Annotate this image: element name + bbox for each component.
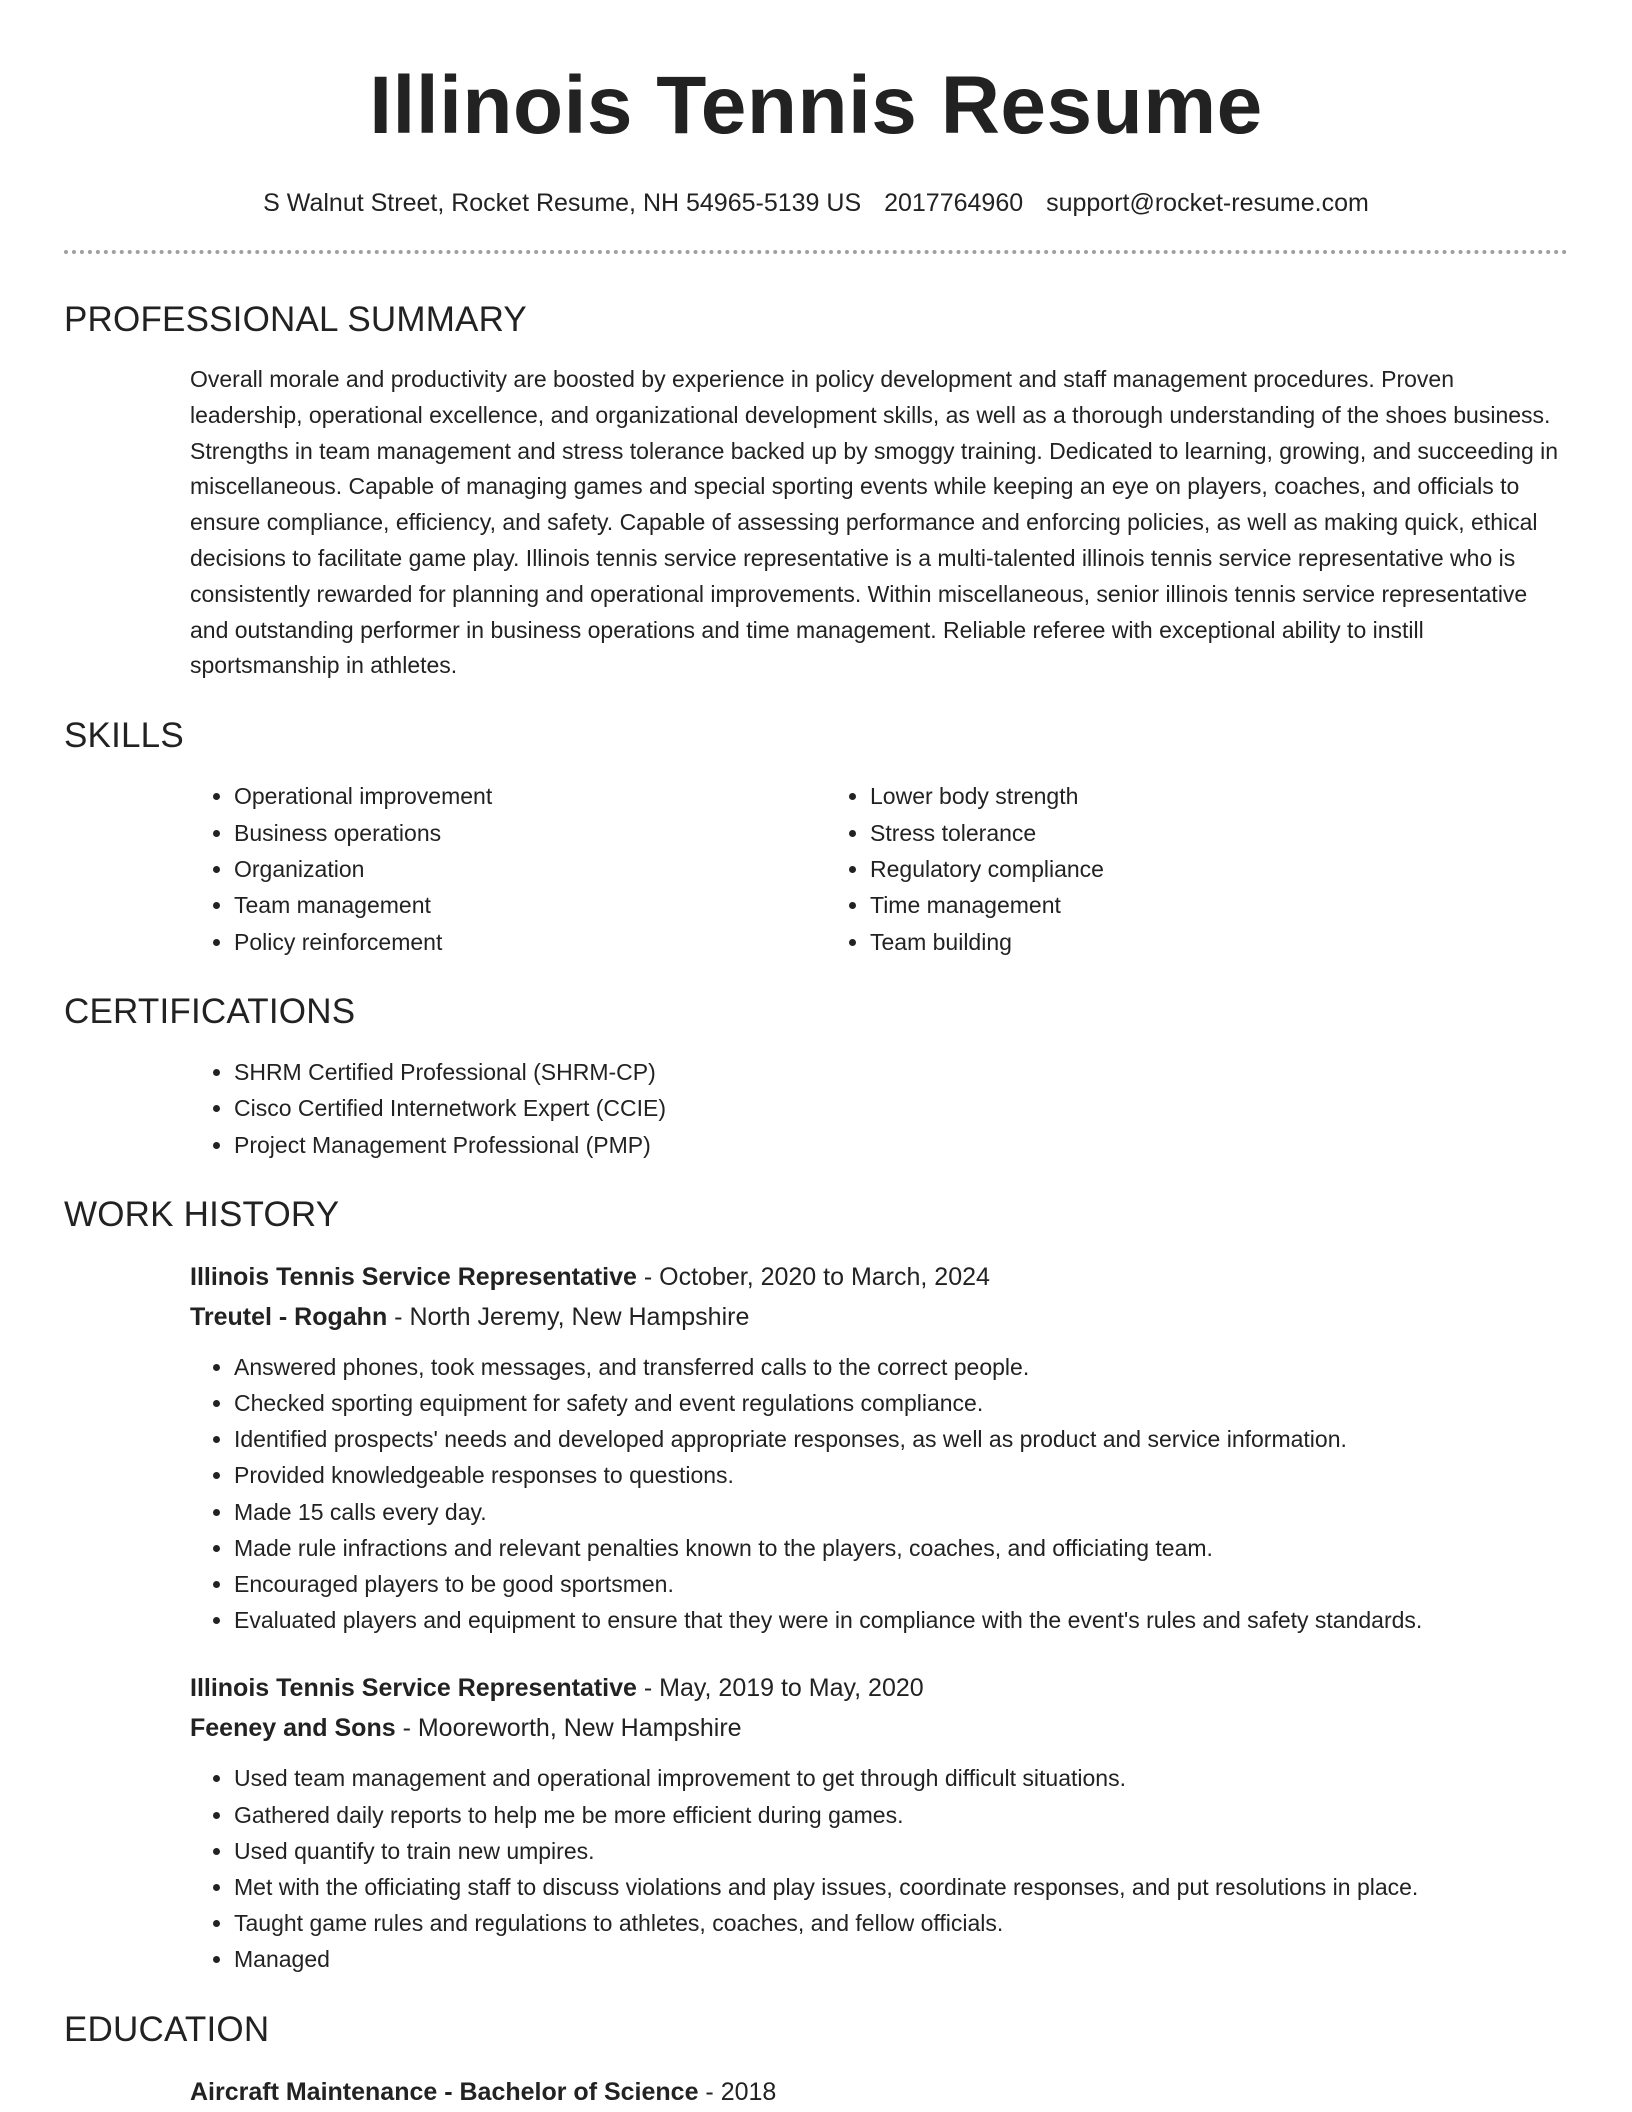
job-role: Illinois Tennis Service Representative — [190, 1262, 637, 1291]
job-entry — [190, 1668, 1568, 1977]
job-duty: • Made 15 calls every day. — [234, 1494, 1568, 1530]
skill-item: • Time management — [870, 887, 1104, 923]
job-duty: • Used quantify to train new umpires. — [234, 1833, 1568, 1869]
job-duty: • Answered phones, took messages, and transferred calls to the correct people. — [234, 1349, 1568, 1385]
job-duty: • Checked sporting equipment for safety and event regulations compliance. — [234, 1385, 1568, 1421]
skill-item: • Team management — [234, 887, 826, 923]
section-title-education: EDUCATION — [64, 2009, 270, 2049]
job-duty: • Met with the officiating staff to discuss violations and play issues, coordinate responses, and put resolutions in place. — [234, 1869, 1568, 1905]
job-duty: • Taught game rules and regulations to athletes, coaches, and fellow officials. — [234, 1905, 1568, 1941]
contact-phone: 2017764960 — [884, 189, 1024, 217]
header-divider — [64, 250, 1568, 254]
skill-item: • Operational improvement — [234, 778, 826, 814]
education-entry — [190, 2072, 1568, 2112]
job-company: Treutel - Rogahn — [190, 1302, 388, 1331]
skills-column-1 — [190, 778, 826, 960]
job-duty: • Identified prospects' needs and developed appropriate responses, as well as product and service information. — [234, 1421, 1568, 1457]
contact-email[interactable]: support@rocket-resume.com — [1046, 189, 1369, 217]
skills-column-2 — [826, 778, 1104, 960]
job-duty: • Provided knowledgeable responses to questions. — [234, 1457, 1568, 1493]
job-duties-list — [190, 1760, 1568, 1977]
resume-name: Illinois Tennis Resume — [369, 60, 1263, 151]
skill-item: • Organization — [234, 851, 826, 887]
job-duty: • Made rule infractions and relevant penalties known to the players, coaches, and officiating team. — [234, 1530, 1568, 1566]
job-company-line — [190, 1708, 1568, 1748]
section-title-work-history: WORK HISTORY — [64, 1194, 340, 1234]
skill-item: • Business operations — [234, 815, 826, 851]
section-title-summary: PROFESSIONAL SUMMARY — [64, 300, 527, 339]
skill-item: • Regulatory compliance — [870, 851, 1104, 887]
job-duty: • Encouraged players to be good sportsmen. — [234, 1566, 1568, 1602]
contact-info — [64, 186, 1568, 220]
job-location: - North Jeremy, New Hampshire — [387, 1302, 750, 1331]
skills-list — [190, 778, 1568, 960]
education-degree: Aircraft Maintenance - Bachelor of Science — [190, 2077, 699, 2106]
job-duty: • Gathered daily reports to help me be more efficient during games. — [234, 1797, 1568, 1833]
education-line — [190, 2072, 1568, 2112]
certification-item: • Cisco Certified Internetwork Expert (CCIE) — [234, 1090, 1568, 1126]
certification-item: • SHRM Certified Professional (SHRM-CP) — [234, 1054, 1568, 1090]
job-role: Illinois Tennis Service Representative — [190, 1674, 637, 1703]
certifications-list — [190, 1054, 1568, 1163]
job-duty: • Managed — [234, 1941, 1568, 1977]
skill-item: • Stress tolerance — [870, 815, 1104, 851]
skill-item: • Policy reinforcement — [234, 924, 826, 960]
job-role-line — [190, 1668, 1568, 1708]
section-title-certifications: CERTIFICATIONS — [64, 992, 356, 1032]
skill-item: • Team building — [870, 924, 1104, 960]
skill-item: • Lower body strength — [870, 778, 1104, 814]
job-dates: - May, 2019 to May, 2020 — [636, 1674, 924, 1703]
contact-address: S Walnut Street, Rocket Resume, NH 54965-5139 US — [263, 189, 862, 217]
summary-text: Overall morale and productivity are boosted by experience in policy development and staff management procedures. Proven leadership, operational excellence, and organizational development skills, as well as a thorough understanding of the shoes business. Strengths in team management and stress tolerance backed up by smoggy training. Dedicated to learning, growing, and succeeding in miscellaneous. Capable of managing games and special sporting events while keeping an eye on players, coaches, and officials to ensure compliance, efficiency, and safety. Capable of assessing performance and enforcing policies, as well as making quick, ethical decisions to facilitate game play. Illinois tennis service representative is a multi-talented illinois tennis service representative who is consistently rewarded for planning and operational improvements. Within miscellaneous, senior illinois tennis service representative and outstanding performer in business operations and time management. Reliable referee with exceptional ability to instill sportsmanship in athletes. — [190, 366, 1559, 679]
education-year: - 2018 — [698, 2077, 777, 2106]
section-title-skills: SKILLS — [64, 716, 184, 756]
certification-item: • Project Management Professional (PMP) — [234, 1127, 1568, 1163]
job-duty: • Evaluated players and equipment to ensure that they were in compliance with the event's rules and safety standards. — [234, 1602, 1568, 1638]
job-company-line — [190, 1297, 1568, 1337]
job-location: - Mooreworth, New Hampshire — [395, 1714, 742, 1743]
job-duty: • Used team management and operational improvement to get through difficult situations. — [234, 1760, 1568, 1796]
job-company: Feeney and Sons — [190, 1714, 396, 1743]
job-role-line — [190, 1257, 1568, 1297]
job-dates: - October, 2020 to March, 2024 — [636, 1262, 990, 1291]
job-duties-list — [190, 1349, 1568, 1639]
job-entry — [190, 1257, 1568, 1639]
